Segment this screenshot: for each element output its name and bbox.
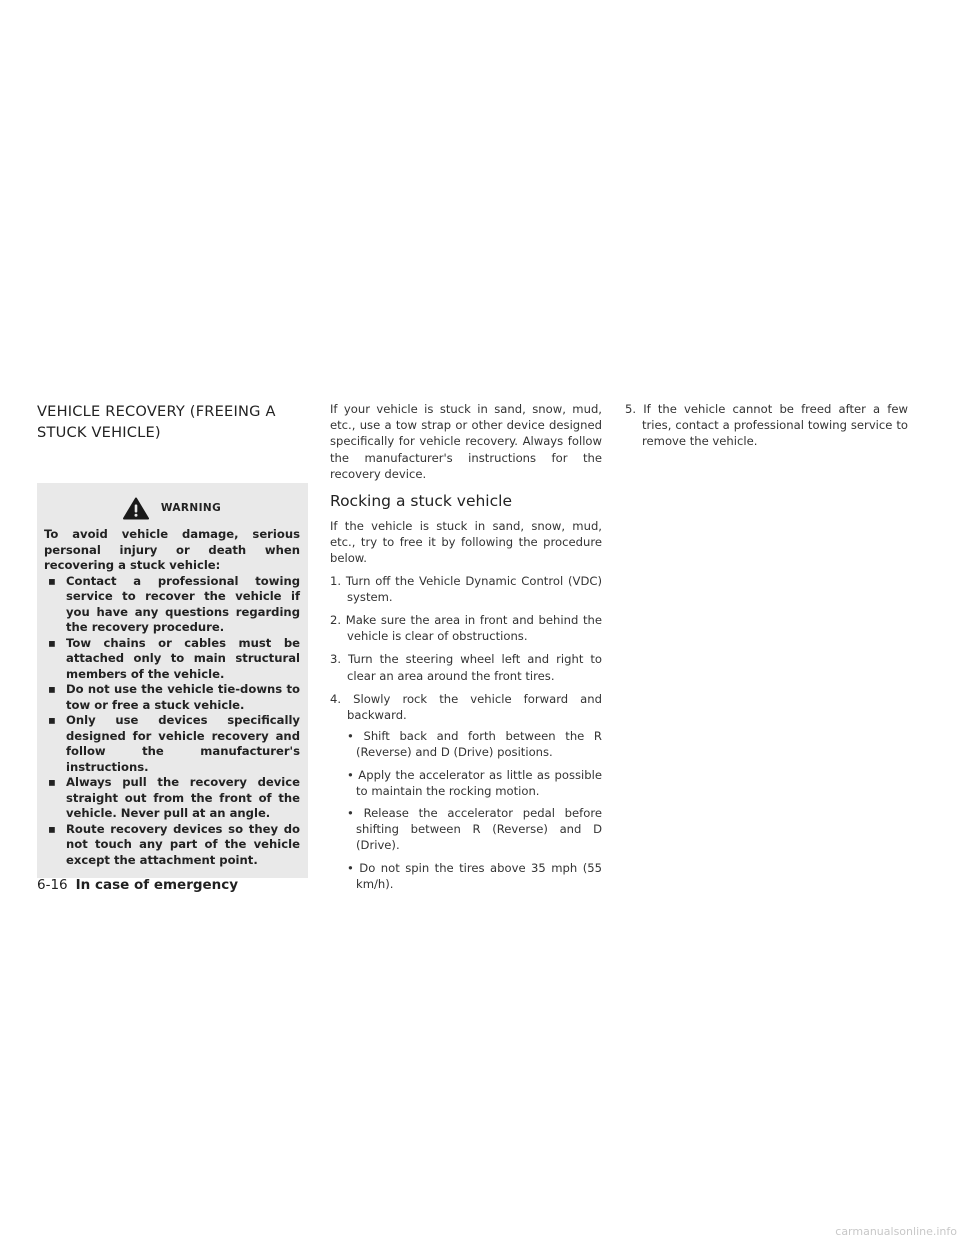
- rocking-bullets: [330, 728, 602, 892]
- warning-list: [44, 574, 300, 869]
- step-item: 5. If the vehicle cannot be freed after a few tries, contact a professional towing service to remove the vehicle.: [625, 402, 908, 449]
- warning-triangle-icon: [123, 497, 149, 520]
- bullet-item: • Do not spin the tires above 35 mph (55 km/h).: [347, 860, 602, 891]
- middle-column: [330, 401, 602, 898]
- chapter-title: In case of emergency: [75, 877, 239, 893]
- warning-item: ▪ Route recovery devices so they do not touch any part of the vehicle except the attachment point.: [48, 821, 300, 867]
- step-item: 1. Turn off the Vehicle Dynamic Control (VDC) system.: [330, 573, 602, 604]
- warning-item: ▪ Always pull the recovery device straight out from the front of the vehicle. Never pull at an angle.: [48, 775, 300, 820]
- warning-box: [37, 483, 308, 878]
- warning-label: WARNING: [160, 502, 222, 514]
- intro-paragraph: If your vehicle is stuck in sand, snow, mud, etc., use a tow strap or other device designed specifically for vehicle recovery. Always follow the manufacturer's instructions for the recovery device.: [330, 402, 602, 481]
- watermark: carmanualsonline.info: [835, 1225, 957, 1238]
- left-column: [37, 401, 308, 878]
- bullet-item: • Apply the accelerator as little as possible to maintain the rocking motion.: [347, 767, 602, 798]
- bullet-item: • Release the accelerator pedal before shifting between R (Reverse) and D (Drive).: [347, 806, 602, 853]
- rocking-steps: [330, 573, 602, 724]
- page-number: 6-16: [37, 877, 68, 893]
- step-item: 4. Slowly rock the vehicle forward and backward.: [330, 691, 602, 723]
- warning-item: ▪ Contact a professional towing service to recover the vehicle if you have any questions regarding the recovery procedure.: [48, 573, 300, 634]
- step-item: 3. Turn the steering wheel left and right to clear an area around the front tires.: [330, 652, 602, 683]
- warning-intro: To avoid vehicle damage, serious personal injury or death when recovering a stuck vehicle:: [44, 527, 300, 572]
- bullet-item: • Shift back and forth between the R (Reverse) and D (Drive) positions.: [347, 729, 602, 760]
- warning-header: [44, 493, 300, 523]
- right-column: [625, 401, 908, 457]
- warning-item: ▪ Do not use the vehicle tie-downs to tow or free a stuck vehicle.: [48, 682, 300, 712]
- page-footer: [37, 876, 238, 894]
- rocking-heading: Rocking a stuck vehicle: [330, 492, 512, 511]
- warning-item: ▪ Only use devices specifically designed for vehicle recovery and follow the manufacturer's instructions.: [48, 713, 300, 774]
- rocking-intro: If the vehicle is stuck in sand, snow, mud, etc., try to free it by following the procedure below.: [330, 519, 602, 566]
- warning-item: ▪ Tow chains or cables must be attached only to main structural members of the vehicle.: [48, 635, 300, 681]
- step-item: 2. Make sure the area in front and behind the vehicle is clear of obstructions.: [330, 613, 602, 644]
- section-title: VEHICLE RECOVERY (FREEING A STUCK VEHICLE): [37, 403, 276, 441]
- rocking-steps-continued: [625, 401, 908, 450]
